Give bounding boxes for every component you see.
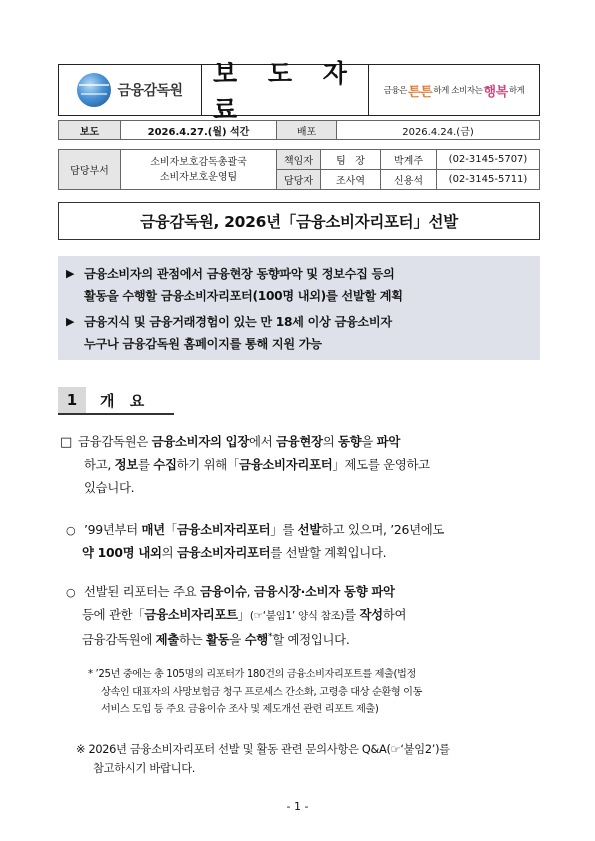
triangle-bullet-icon: ▶	[66, 315, 75, 328]
text: 에서	[249, 434, 277, 449]
text: 」	[237, 607, 250, 622]
slogan	[369, 65, 539, 115]
footnote-marker: *	[267, 632, 273, 642]
footnote	[88, 666, 422, 719]
section-title: 개 요	[100, 391, 150, 410]
text: 작성	[359, 607, 383, 622]
text: 금융현장	[276, 434, 323, 449]
activity-paragraph	[66, 580, 406, 649]
doc-type-title: 보 도 자 료	[202, 65, 369, 115]
triangle-bullet-icon: ▶	[66, 267, 75, 280]
text: 동향	[338, 434, 362, 449]
dept-label: 담당부서	[59, 150, 121, 190]
text: 약 100명 내외	[82, 545, 162, 560]
section-number: 1	[58, 387, 86, 413]
section-heading	[58, 387, 172, 413]
footnote-line: 서비스 도입 등 주요 금융이슈 조사 및 제도개선 관련 리포트 제출)	[101, 704, 379, 715]
text: 활동	[205, 632, 230, 648]
text: 금융감독원은	[78, 434, 152, 449]
text: 을	[229, 632, 245, 648]
text: 」제도를 운영하고	[332, 457, 430, 472]
text: 제출	[155, 632, 179, 648]
contact-phone: (02-3145-5711)	[437, 170, 540, 190]
footnote-line: * ’25년 중에는 총 105명의 리포터가 180건의 금융소비자리포트를 제출(법정	[88, 669, 416, 680]
summary-line: 금융지식 및 금융거래경험이 있는 만 18세 이상 금융소비자	[84, 315, 392, 329]
slogan-word1: 튼튼	[407, 84, 433, 100]
distribute-label: 배포	[277, 121, 337, 140]
slogan-part3: 하게	[508, 86, 525, 96]
dept-line1: 소비자보호감독총괄국	[150, 156, 247, 168]
press-title: 금융감독원, 2026년「금융소비자리포터」선발	[58, 202, 540, 240]
summary-item	[66, 311, 532, 355]
text: 를	[344, 607, 360, 622]
summary-line: 누구나 금융감독원 홈페이지를 통해 지원 가능	[84, 337, 322, 351]
text: 매년	[141, 522, 165, 537]
note-line: ※ 2026년 금융소비자리포터 선발 및 활동 관련 문의사항은 Q&A(☞‘붙임2’)를	[76, 743, 450, 756]
page-number: - 1 -	[286, 800, 309, 813]
text: 하고 있으며, ’26년에도	[321, 522, 445, 537]
slogan-part1: 금융은	[383, 86, 407, 96]
circle-bullet-icon: ○	[66, 586, 76, 599]
summary-line: 활동을 수행할 금융소비자리포터(100명 내외)를 선발할 계획	[84, 289, 403, 303]
text: 있습니다.	[84, 480, 135, 495]
attachment-reference: (☞‘붙임1’ 양식 참조)	[249, 610, 345, 622]
section-underline	[58, 413, 174, 415]
text: 하기 위해「	[176, 457, 240, 472]
history-paragraph	[66, 518, 444, 564]
slogan-word2: 행복	[483, 84, 508, 100]
text: 금융소비자의 입장	[151, 434, 250, 449]
org-name: 금융감독원	[117, 83, 183, 99]
fss-globe-icon	[77, 73, 111, 107]
text: 선발	[297, 522, 321, 537]
contact-name: 신용석	[381, 170, 437, 190]
footnote-line: 상속인 대표자의 사망보험금 청구 프로세스 간소화, 고령층 대상 순환형 이동	[101, 686, 423, 698]
text: 정보	[114, 457, 138, 472]
text: 금융소비자리포터	[176, 545, 271, 560]
release-date: 2026.4.27.(월) 석간	[121, 121, 277, 140]
text: 을	[361, 434, 377, 449]
text: 금융감독원에	[82, 632, 156, 648]
text: 를	[137, 457, 154, 472]
text: 하여	[382, 607, 407, 622]
text: ’99년부터	[84, 522, 142, 537]
contact-name: 박계주	[381, 150, 437, 170]
text: 등에 관한「	[82, 607, 145, 622]
text: 금융이슈	[199, 584, 247, 599]
org-logo	[59, 65, 202, 115]
text: 금융시장·소비자 동향 파악	[253, 584, 395, 599]
summary-item	[66, 263, 532, 307]
release-label: 보도	[59, 121, 121, 140]
text: 를 선발할 계획입니다.	[270, 545, 387, 560]
text: 의	[161, 545, 177, 560]
text: 」를	[270, 522, 298, 537]
dept-line2: 소비자보호운영팀	[159, 171, 238, 183]
contact-title: 팀 장	[321, 150, 381, 170]
contact-role: 담당자	[277, 170, 321, 190]
release-info-table	[58, 120, 540, 140]
distribute-date: 2026.4.24.(금)	[337, 121, 540, 140]
inquiry-note	[76, 740, 450, 778]
text: 하고,	[84, 457, 115, 472]
summary-line: 금융소비자의 관점에서 금융현장 동향파악 및 정보수집 등의	[84, 267, 395, 281]
note-line: 참고하시기 바랍니다.	[93, 762, 196, 775]
text: ,	[246, 584, 254, 599]
overview-paragraph	[60, 430, 430, 499]
text: 「	[164, 522, 177, 537]
press-release-header	[58, 59, 540, 124]
text: 금융소비자리포터	[176, 522, 271, 537]
slogan-part2: 하게 소비자는	[433, 86, 483, 96]
text: 파악	[376, 434, 401, 449]
contact-title: 조사역	[321, 170, 381, 190]
contact-role: 책임자	[277, 150, 321, 170]
text: 할 예정입니다.	[272, 632, 350, 648]
text: 하는	[179, 632, 206, 648]
text: 수행	[244, 632, 268, 648]
text: 금융소비자리포터	[239, 457, 333, 472]
square-bullet-icon: □	[60, 435, 72, 450]
text: 수집	[153, 457, 177, 472]
contact-info-table	[58, 149, 540, 190]
summary-box	[58, 256, 540, 360]
dept-name	[121, 150, 277, 190]
text: 의	[322, 434, 339, 449]
circle-bullet-icon: ○	[66, 524, 76, 537]
contact-phone: (02-3145-5707)	[437, 150, 540, 170]
text: 금융소비자리포트	[144, 607, 238, 622]
text: 선발된 리포터는 주요	[84, 584, 200, 599]
